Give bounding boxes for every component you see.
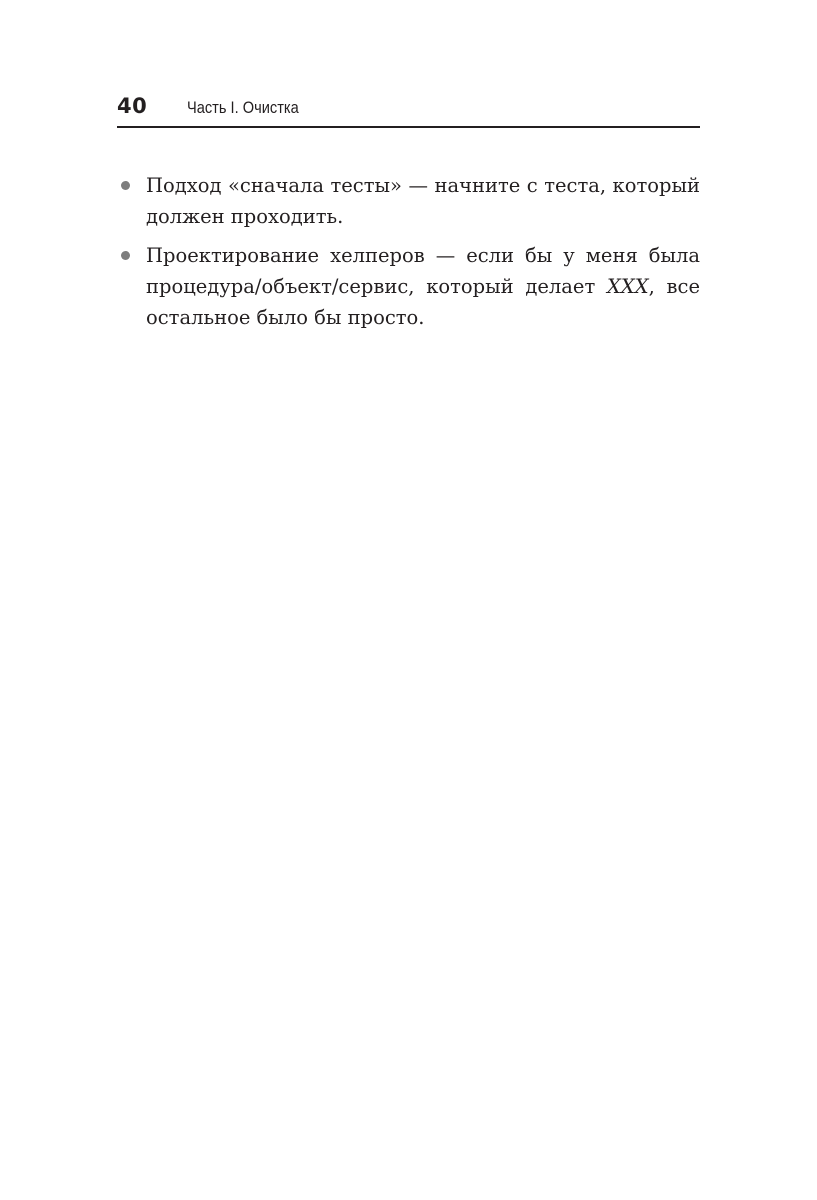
list-item-text-start: Проектирование хелперов — если бы у меня была процедура/объект/сервис, который делает [146,244,700,298]
chapter-title: Часть I. Очистка [187,98,299,117]
list-item [117,170,700,232]
bullet-icon [121,181,130,190]
list-item [117,240,700,333]
list-item-text-end: , все остальное было бы просто. [146,275,701,329]
bullet-icon [121,251,130,260]
bullet-list [117,170,700,341]
page-number: 40 [117,94,148,118]
list-item-text: Подход «сначала тесты» — начните с теста, который должен проходить. [146,174,700,228]
list-item-emphasis: XXX [606,275,649,298]
running-header [117,92,700,128]
